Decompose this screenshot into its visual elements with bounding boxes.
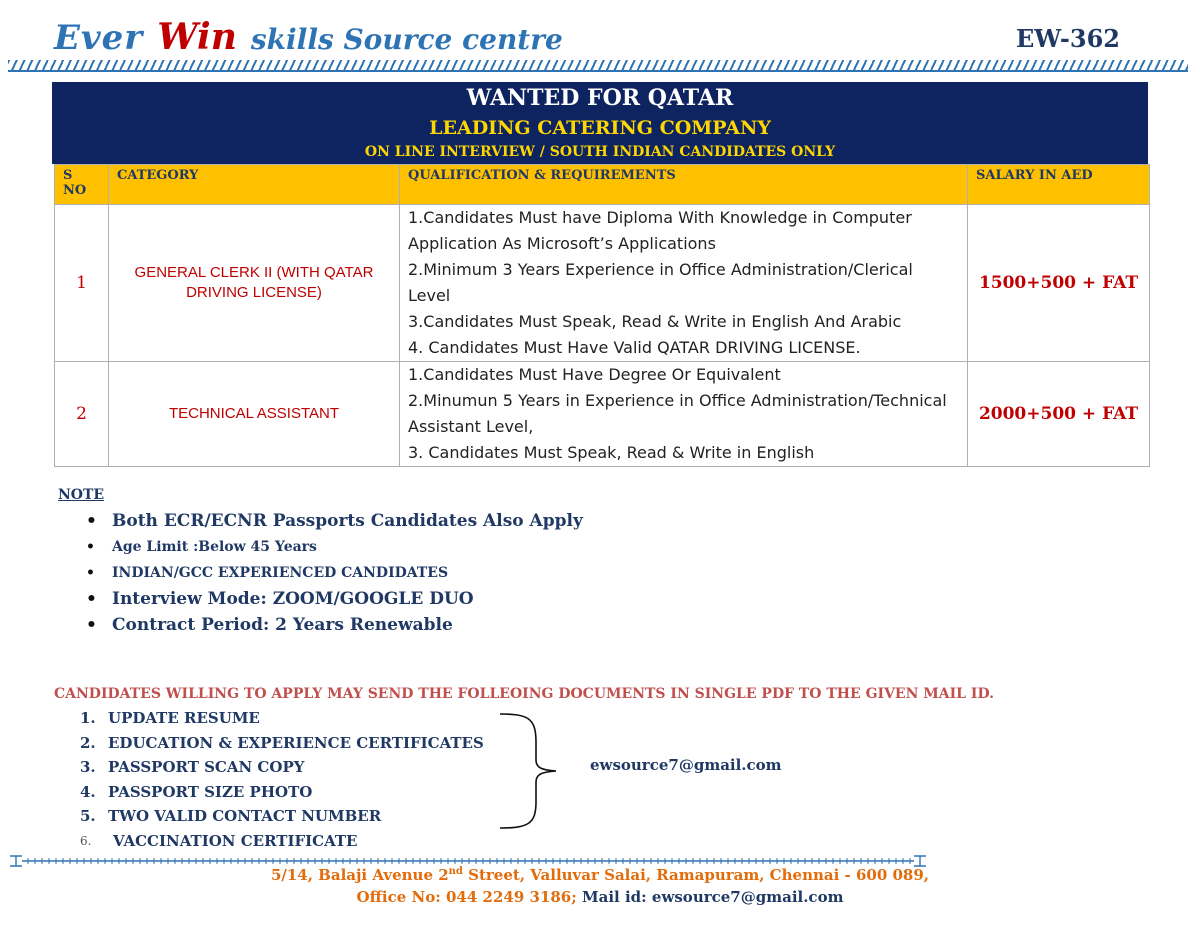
brand-part-ever: Ever (54, 18, 144, 58)
apply-instruction: CANDIDATES WILLING TO APPLY MAY SEND THE FOLLEOING DOCUMENTS IN SINGLE PDF TO THE GIVEN MAIL ID. (54, 686, 994, 702)
footer-mail[interactable]: Mail id: ewsource7@gmail.com (576, 888, 844, 906)
footer-contact (0, 888, 1200, 906)
table-row (55, 362, 1150, 467)
requirement-line: 1.Candidates Must Have Degree Or Equivalent (408, 365, 781, 384)
document-item: 3. PASSPORT SCAN COPY (80, 758, 305, 777)
brand-logo (54, 16, 563, 60)
row-requirements (400, 205, 968, 362)
brand-part-skills: skills Source centre (250, 23, 563, 56)
note-item: • INDIAN/GCC EXPERIENCED CANDIDATES (86, 560, 583, 586)
document-item: 4. PASSPORT SIZE PHOTO (80, 782, 313, 801)
requirement-line: 2.Minimum 3 Years Experience in Office Administration/Clerical Level (408, 260, 913, 305)
table-row (55, 205, 1150, 362)
row-requirements (400, 362, 968, 467)
brand-part-win: Win (157, 16, 237, 58)
footer-address: 5/14, Balaji Avenue 2nd Street, Valluvar Salai, Ramapuram, Chennai - 600 089, (270, 866, 930, 884)
brace-icon (498, 712, 558, 830)
note-item: • Contract Period: 2 Years Renewable (86, 612, 583, 638)
header-requirements: QUALIFICATION & REQUIREMENTS (400, 165, 968, 205)
title-banner (52, 82, 1148, 164)
header-sno: S NO (55, 165, 109, 205)
requirement-line: 1.Candidates Must have Diploma With Knowledge in Computer Application As Microsoft’s Applications (408, 208, 912, 253)
note-heading: NOTE (58, 487, 105, 503)
note-item: • Both ECR/ECNR Passports Candidates Also Apply (86, 508, 583, 534)
document-item: 2. EDUCATION & EXPERIENCE CERTIFICATES (80, 733, 484, 752)
banner-title: WANTED FOR QATAR (466, 85, 734, 111)
note-item: • Interview Mode: ZOOM/GOOGLE DUO (86, 586, 583, 612)
requirement-line: 3. Candidates Must Speak, Read & Write in English (408, 443, 815, 462)
note-item: • Age Limit :Below 45 Years (86, 534, 583, 560)
document-item: 5. TWO VALID CONTACT NUMBER (80, 807, 382, 826)
document-item: 6. VACCINATION CERTIFICATE (80, 831, 358, 850)
banner-subtitle: ON LINE INTERVIEW / SOUTH INDIAN CANDIDATES ONLY (364, 144, 836, 160)
table-header-row (55, 165, 1150, 205)
footer-office-number: Office No: 044 2249 3186; (356, 888, 577, 906)
banner-company: LEADING CATERING COMPANY (429, 117, 771, 139)
document-item: 1. UPDATE RESUME (80, 709, 260, 727)
row-sno: 2 (55, 362, 109, 467)
requirement-line: 2.Minumun 5 Years in Experience in Office Administration/Technical Assistant Level, (408, 391, 947, 436)
requirement-line: 4. Candidates Must Have Valid QATAR DRIVING LICENSE. (408, 338, 861, 357)
header-category: CATEGORY (109, 165, 400, 205)
jobs-table (54, 164, 1150, 467)
row-sno: 1 (55, 205, 109, 362)
row-salary: 1500+500 + FAT (968, 205, 1150, 362)
document-list (80, 706, 484, 854)
row-salary: 2000+500 + FAT (968, 362, 1150, 467)
requirement-line: 3.Candidates Must Speak, Read & Write in English And Arabic (408, 312, 902, 331)
header-divider (8, 60, 1188, 72)
reference-code: EW-362 (1016, 24, 1120, 53)
row-category: GENERAL CLERK II (WITH QATAR DRIVING LICENSE) (109, 205, 400, 362)
row-category: TECHNICAL ASSISTANT (109, 362, 400, 467)
header-salary: SALARY IN AED (968, 165, 1150, 205)
apply-email[interactable]: ewsource7@gmail.com (590, 756, 782, 774)
note-list (86, 508, 583, 638)
